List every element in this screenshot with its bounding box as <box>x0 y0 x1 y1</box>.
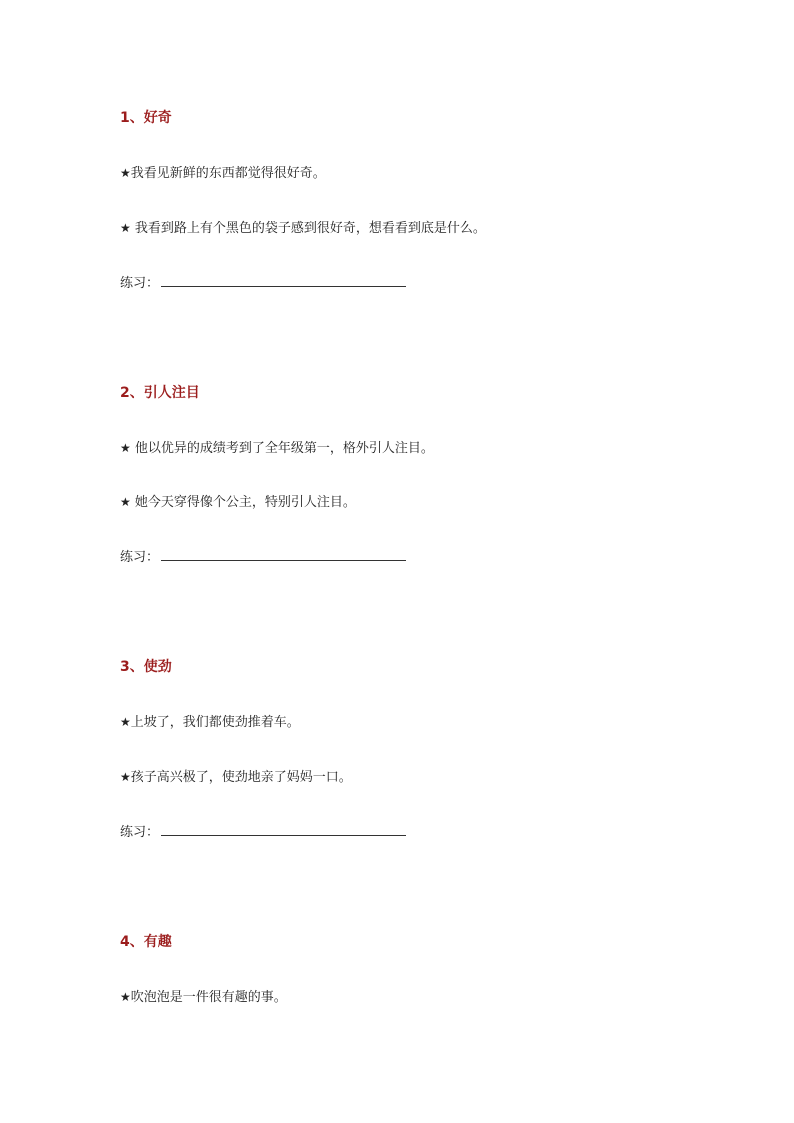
practice-line <box>120 823 406 842</box>
practice-label: 练习： <box>120 825 160 840</box>
example-text: 我看到路上有个黑色的袋子感到很好奇，想看看到底是什么。 <box>130 221 486 236</box>
example-sentence <box>120 768 352 787</box>
star-icon: ★ <box>120 221 131 235</box>
practice-label: 练习： <box>120 276 160 291</box>
practice-blank[interactable] <box>161 823 406 836</box>
example-text: 吹泡泡是一件很有趣的事。 <box>130 990 287 1005</box>
example-text: 她今天穿得像个公主，特别引人注目。 <box>130 495 356 510</box>
section-heading-3: 3、使劲 <box>120 659 172 675</box>
example-sentence <box>120 219 486 238</box>
example-sentence <box>120 164 326 183</box>
example-text: 他以优异的成绩考到了全年级第一，格外引人注目。 <box>130 441 434 456</box>
star-icon: ★ <box>120 166 131 180</box>
example-sentence <box>120 713 300 732</box>
star-icon: ★ <box>120 441 131 455</box>
practice-blank[interactable] <box>161 548 406 561</box>
star-icon: ★ <box>120 770 131 784</box>
practice-line <box>120 274 406 293</box>
star-icon: ★ <box>120 715 131 729</box>
example-text: 我看见新鲜的东西都觉得很好奇。 <box>130 166 326 181</box>
example-sentence <box>120 493 356 512</box>
example-sentence <box>120 439 434 458</box>
example-sentence <box>120 988 287 1007</box>
example-text: 孩子高兴极了，使劲地亲了妈妈一口。 <box>130 770 352 785</box>
star-icon: ★ <box>120 990 131 1004</box>
practice-blank[interactable] <box>161 274 406 287</box>
star-icon: ★ <box>120 495 131 509</box>
practice-label: 练习： <box>120 550 160 565</box>
section-heading-4: 4、有趣 <box>120 934 172 950</box>
section-heading-1: 1、好奇 <box>120 110 172 126</box>
example-text: 上坡了，我们都使劲推着车。 <box>130 715 300 730</box>
section-heading-2: 2、引人注目 <box>120 385 200 401</box>
practice-line <box>120 548 406 567</box>
